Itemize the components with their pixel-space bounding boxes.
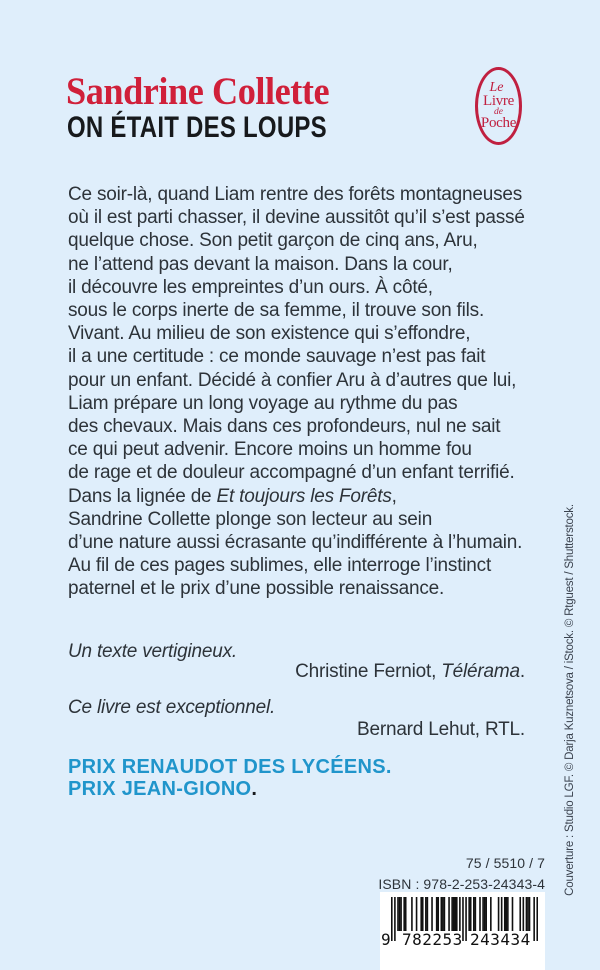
synopsis-line: Vivant. Au milieu de son existence qui s’effondre, bbox=[68, 323, 471, 345]
synopsis-line: Sandrine Collette plonge son lecteur au sein bbox=[68, 508, 433, 530]
barcode-digit-lead: 9 bbox=[381, 930, 392, 949]
barcode-digits-left: 782253 bbox=[402, 930, 463, 949]
attribution-period: . bbox=[519, 661, 525, 682]
synopsis-line: Liam prépare un long voyage au rythme du pas bbox=[68, 392, 458, 414]
review-attribution-1 bbox=[68, 661, 525, 683]
synopsis-line-lineage bbox=[68, 485, 548, 508]
logo-word-le: Le bbox=[489, 79, 504, 95]
logo-word-de: de bbox=[494, 106, 503, 117]
cover-credits: Couverture : Studio LGF. © Darja Kuznetsova / iStock. © Rtguest / Shutterstock. bbox=[564, 504, 576, 896]
logo-word-livre: Livre bbox=[483, 92, 514, 109]
lineage-prefix: Dans la lignée de bbox=[68, 485, 217, 507]
lineage-suffix: , bbox=[391, 485, 397, 507]
review-attribution-2: Bernard Lehut, RTL. bbox=[356, 719, 525, 740]
publisher-logo bbox=[475, 67, 522, 145]
barcode-panel bbox=[380, 892, 545, 970]
synopsis-line: Au fil de ces pages sublimes, elle interroge l’instinct bbox=[68, 555, 492, 577]
synopsis-line: il découvre les empreintes d’un ours. À côté, bbox=[68, 276, 433, 298]
synopsis-line: ne l’attend pas devant la maison. Dans la cour, bbox=[68, 253, 453, 275]
review-quote-2: Ce livre est exceptionnel. bbox=[68, 697, 276, 718]
isbn-text: ISBN : 978-2-253-24343-4 bbox=[378, 876, 545, 892]
synopsis-line: ce qui peut advenir. Encore moins un homme fou bbox=[68, 439, 472, 461]
synopsis-line: d’une nature aussi écrasante qu’indifférente à l’humain. bbox=[68, 532, 523, 554]
award-line-2-text: PRIX JEAN-GIONO bbox=[68, 778, 252, 800]
review-quote-1: Un texte vertigineux. bbox=[68, 641, 237, 662]
author-name: Sandrine Collette bbox=[66, 70, 330, 113]
awards-block bbox=[68, 756, 392, 800]
award-line-2-period: . bbox=[251, 778, 258, 800]
barcode-digits-right: 243434 bbox=[470, 930, 531, 949]
print-run-code: 75 / 5510 / 7 bbox=[465, 855, 545, 871]
synopsis-text bbox=[68, 183, 548, 601]
referenced-book-title: Et toujours les Forêts bbox=[216, 485, 392, 507]
synopsis-line: quelque chose. Son petit garçon de cinq ans, Aru, bbox=[68, 230, 478, 252]
synopsis-line: paternel et le prix d’une possible renaissance. bbox=[68, 578, 445, 600]
book-title: ON ÉTAIT DES LOUPS bbox=[67, 111, 327, 144]
award-line-1: PRIX RENAUDOT DES LYCÉENS. bbox=[68, 756, 392, 778]
award-line-2 bbox=[68, 778, 392, 800]
logo-word-poche: Poche bbox=[480, 114, 517, 131]
synopsis-line: sous le corps inerte de sa femme, il trouve son fils. bbox=[68, 300, 485, 322]
review-source: Télérama bbox=[441, 661, 520, 682]
reviewer-name: Christine Ferniot, bbox=[295, 661, 442, 682]
synopsis-line: Ce soir-là, quand Liam rentre des forêts montagneuses bbox=[68, 184, 523, 205]
synopsis-line: pour un enfant. Décidé à confier Aru à d’autres que lui, bbox=[68, 369, 517, 391]
synopsis-line: il a une certitude : ce monde sauvage n’est pas fait bbox=[68, 346, 486, 368]
synopsis-line: où il est parti chasser, il devine aussitôt qu’il s’est passé bbox=[68, 207, 525, 229]
synopsis-line: des chevaux. Mais dans ces profondeurs, nul ne sait bbox=[68, 416, 501, 438]
synopsis-line: de rage et de douleur accompagné d’un enfant terrifié. bbox=[68, 462, 515, 484]
